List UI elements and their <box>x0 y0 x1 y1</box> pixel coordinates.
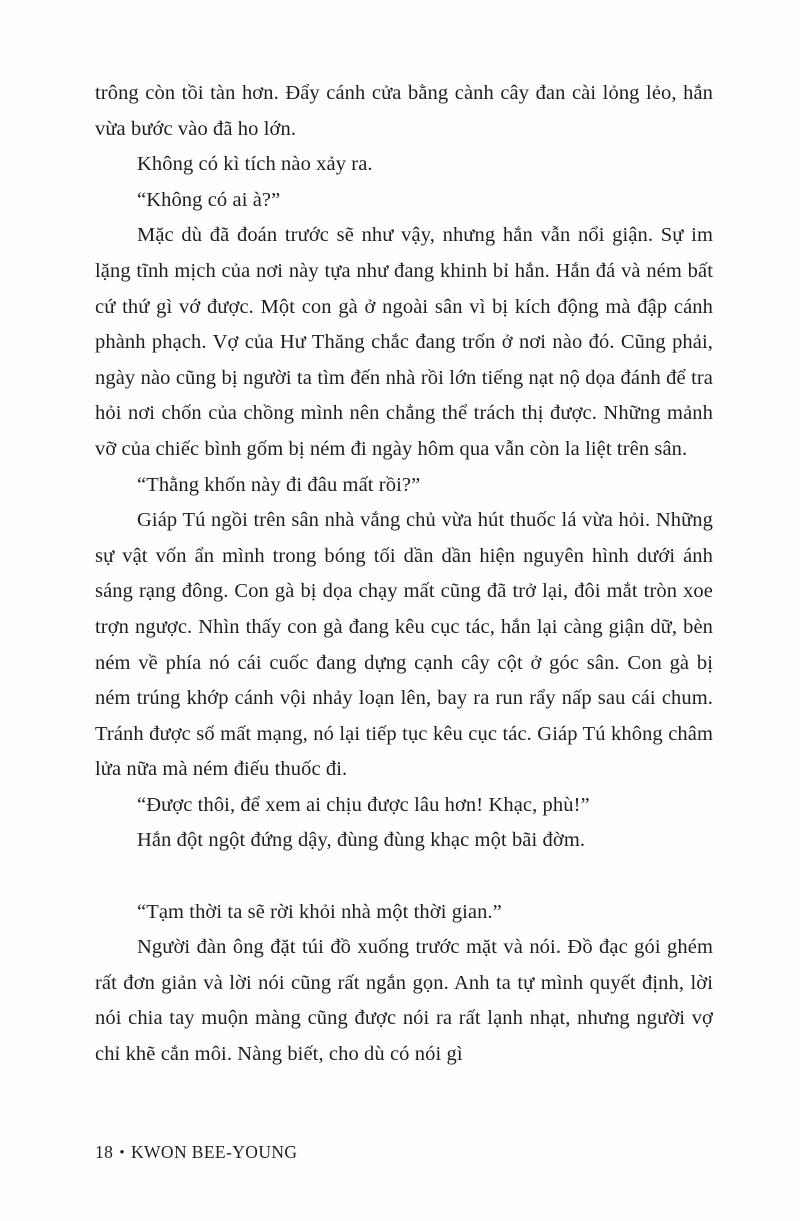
body-text <box>95 76 713 1073</box>
paragraph: Không có kì tích nào xảy ra. <box>137 153 373 176</box>
paragraph: Giáp Tú ngồi trên sân nhà vắng chủ vừa hút thuốc lá vừa hỏi. Những sự vật vốn ẩn mình trong bóng tối dần dần hiện nguyên hình dưới ánh sáng rạng đông. Con gà bị dọa chạy mất cũng đã trở lại, đôi mắt tròn xoe trợn ngược. Nhìn thấy con gà đang kêu cục tác, hắn lại càng giận dữ, bèn ném về phía nó cái cuốc đang dựng cạnh cây cột ở góc sân. Con gà bị ném trúng khớp cánh vội nhảy loạn lên, bay ra run rẩy nấp sau cái chum. Tránh được số mất mạng, nó lại tiếp tục kêu cục tác. Giáp Tú không châm lửa nữa mà ném điếu thuốc đi. <box>95 509 713 781</box>
paragraph: Người đàn ông đặt túi đồ xuống trước mặt và nói. Đồ đạc gói ghém rất đơn giản và lời nói cũng rất ngắn gọn. Anh ta tự mình quyết định, lời nói chia tay muộn màng cũng được nói ra rất lạnh nhạt, nhưng người vợ chỉ khẽ cắn môi. Nàng biết, cho dù có nói gì <box>95 936 713 1066</box>
page-number: 18 <box>95 1142 114 1162</box>
footer-author: KWON BEE-YOUNG <box>130 1142 298 1162</box>
footer-separator: • <box>119 1145 125 1161</box>
paragraph: Hắn đột ngột đứng dậy, đùng đùng khạc một bãi đờm. <box>137 829 586 852</box>
paragraph: trông còn tồi tàn hơn. Đẩy cánh cửa bằng cành cây đan cài lỏng lẻo, hắn vừa bước vào đã ho lớn. <box>95 82 713 140</box>
page-footer <box>95 1142 297 1163</box>
paragraph: Mặc dù đã đoán trước sẽ như vậy, nhưng hắn vẫn nổi giận. Sự im lặng tĩnh mịch của nơi này tựa như đang khinh bỉ hắn. Hắn đá và ném bất cứ thứ gì vớ được. Một con gà ở ngoài sân vì bị kích động mà đập cánh phành phạch. Vợ của Hư Thăng chắc đang trốn ở nơi nào đó. Cũng phải, ngày nào cũng bị người ta tìm đến nhà rồi lớn tiếng nạt nộ dọa đánh để tra hỏi nơi chốn của chồng mình nên chẳng thể trách thị được. Những mảnh vỡ của chiếc bình gốm bị ném đi ngày hôm qua vẫn còn la liệt trên sân. <box>95 224 713 460</box>
paragraph: “Không có ai à?” <box>137 188 281 211</box>
paragraph: “Được thôi, để xem ai chịu được lâu hơn! Khạc, phù!” <box>137 793 590 816</box>
paragraph: “Thằng khốn này đi đâu mất rồi?” <box>137 473 421 496</box>
paragraph: “Tạm thời ta sẽ rời khỏi nhà một thời gian.” <box>137 900 502 923</box>
